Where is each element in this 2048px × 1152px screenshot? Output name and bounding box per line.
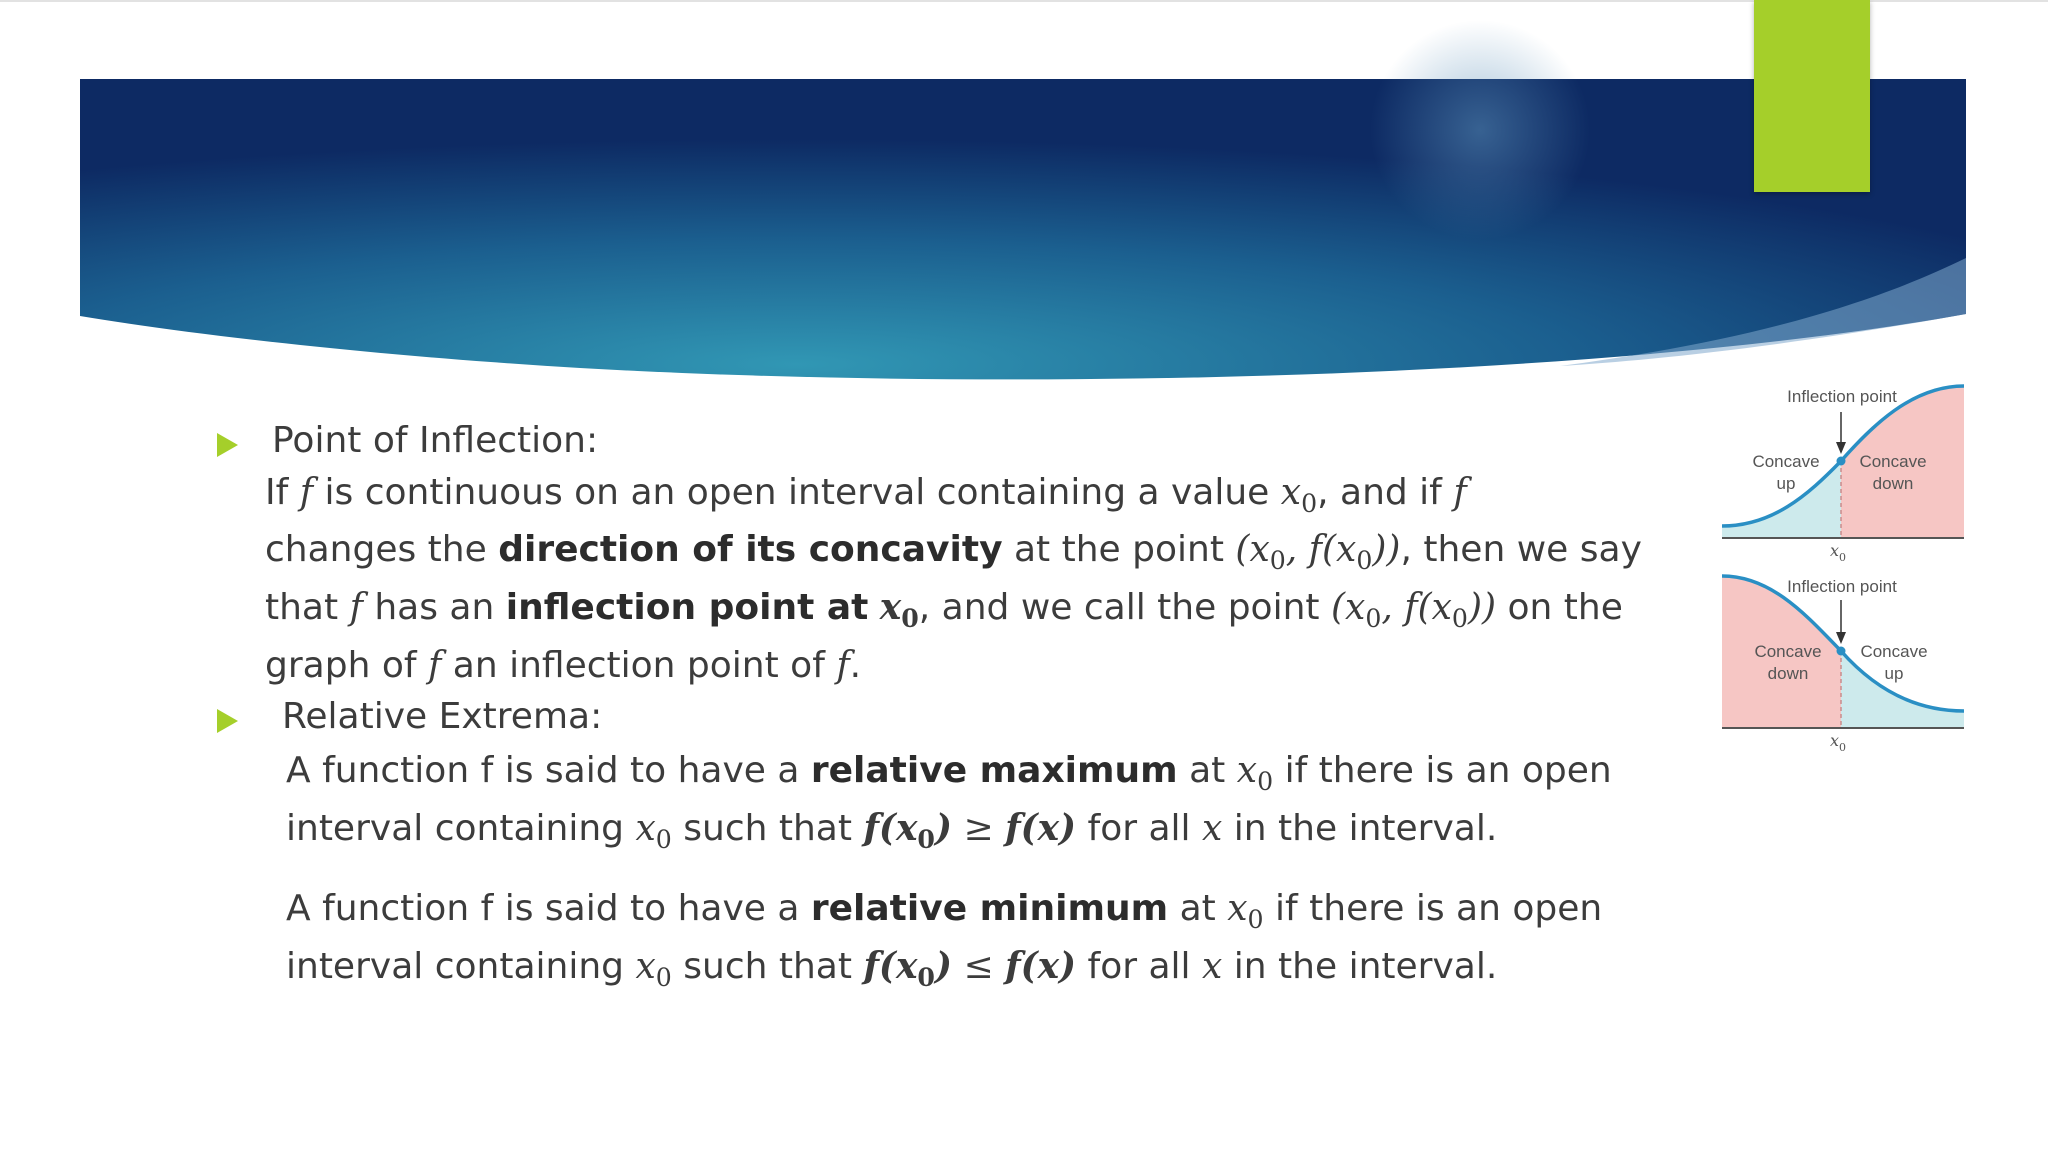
concavity-figures <box>1712 376 1972 756</box>
figure-bottom-right-label: Concave <box>1860 642 1928 661</box>
header-banner <box>0 0 2048 400</box>
figure-bottom-right-label: up <box>1884 664 1904 683</box>
extrema-heading: Relative Extrema: <box>282 696 603 737</box>
figure-top-x-label: $x_0$ <box>1829 541 1847 564</box>
accent-tab <box>1754 0 1870 192</box>
relative-minimum-definition: A function f is said to have a relative minimum at $x_0$ if there is an open interval containing $x_0$ such that $f(x_0) \le f(x)$ for all x in the interval. <box>286 888 1603 993</box>
figure-concave-down-to-up <box>1722 576 1964 754</box>
figure-bottom-left-label: Concave <box>1754 642 1822 661</box>
inflection-definition: If f is continuous on an open interval containing a value $x_0$, and if f changes the direction of its concavity at the point ($x_0$, $f(x_0)$), then we say that f has an inflection point at $x_0$, and we call the point ($x_0$, $f(x_0)$) on the graph of f an inflection point of f. <box>265 472 1642 686</box>
figure-bottom-x-label: $x_0$ <box>1829 731 1847 754</box>
figure-bottom-left-label: down <box>1767 664 1809 683</box>
figure-top-left-label: up <box>1776 474 1796 493</box>
figure-top-title: Inflection point <box>1787 387 1897 406</box>
bullet-arrow-icon <box>217 433 238 457</box>
figure-concave-up-to-down <box>1722 386 1964 564</box>
bullet-arrow-icon <box>217 709 238 733</box>
relative-maximum-definition: A function f is said to have a relative maximum at $x_0$ if there is an open interval containing $x_0$ such that $f(x_0) \ge f(x)$ for all x in the interval. <box>286 750 1612 855</box>
figure-top-right-label: down <box>1872 474 1914 493</box>
figure-top-right-label: Concave <box>1859 452 1927 471</box>
inflection-heading: Point of Inflection: <box>272 420 599 461</box>
figure-top-left-label: Concave <box>1752 452 1820 471</box>
figure-bottom-title: Inflection point <box>1787 577 1897 596</box>
